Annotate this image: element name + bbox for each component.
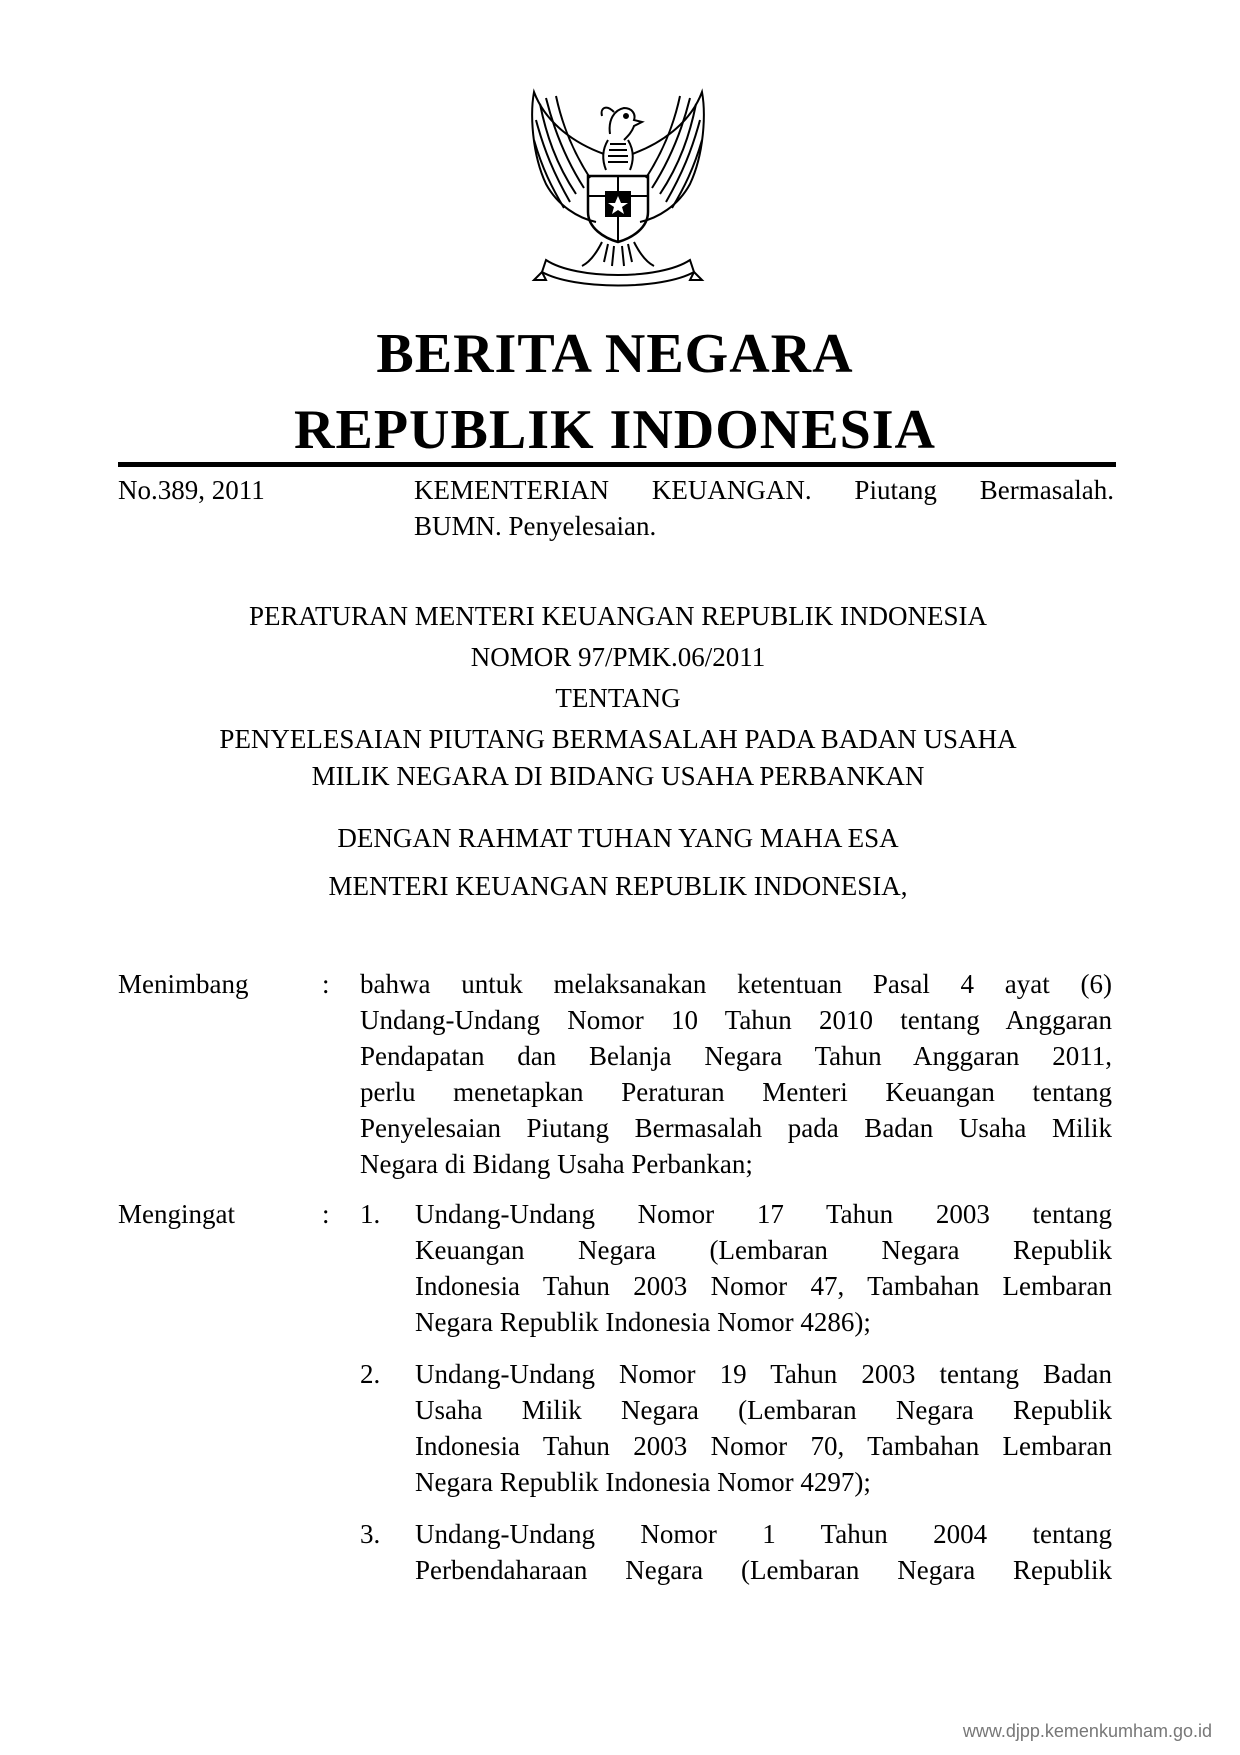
list-item-line: Indonesia Tahun 2003 Nomor 47, Tambahan Lembaran: [415, 1271, 1112, 1301]
list-item: [415, 1356, 1112, 1500]
footer-url: www.djpp.kemenkumham.go.id: [962, 1721, 1212, 1741]
list-item-line: Negara Republik Indonesia Nomor 4286);: [415, 1307, 871, 1337]
regulation-tentang: TENTANG: [555, 683, 681, 713]
subject-line: KEMENTERIAN KEUANGAN. Piutang Bermasalah.: [414, 475, 1114, 505]
list-item-number: 3.: [360, 1519, 381, 1549]
gazette-subject: [414, 472, 1114, 544]
menimbang-line: Negara di Bidang Usaha Perbankan;: [360, 1149, 753, 1179]
menimbang-line: Undang-Undang Nomor 10 Tahun 2010 tentang Anggaran: [360, 1005, 1112, 1035]
list-item-line: Keuangan Negara (Lembaran Negara Republik: [415, 1235, 1112, 1265]
mengingat-label: Mengingat: [118, 1199, 235, 1229]
menimbang-line: Pendapatan dan Belanja Negara Tahun Anggaran 2011,: [360, 1041, 1112, 1071]
list-item-line: Negara Republik Indonesia Nomor 4297);: [415, 1467, 871, 1497]
preamble-line: MENTERI KEUANGAN REPUBLIK INDONESIA,: [328, 871, 908, 901]
list-item-line: Perbendaharaan Negara (Lembaran Negara Republik: [415, 1555, 1112, 1585]
mengingat-colon: :: [322, 1199, 330, 1229]
regulation-number: NOMOR 97/PMK.06/2011: [470, 642, 766, 672]
regulation-subject-line: PENYELESAIAN PIUTANG BERMASALAH PADA BADAN USAHA: [219, 724, 1017, 754]
menimbang-line: perlu menetapkan Peraturan Menteri Keuangan tentang: [360, 1077, 1112, 1107]
list-item-line: Usaha Milik Negara (Lembaran Negara Republik: [415, 1395, 1112, 1425]
subject-line: BUMN. Penyelesaian.: [414, 511, 657, 541]
gazette-number: No.389, 2011: [118, 475, 265, 505]
preamble-line: DENGAN RAHMAT TUHAN YANG MAHA ESA: [337, 823, 899, 853]
menimbang-colon: :: [322, 969, 330, 999]
menimbang-text: [360, 966, 1112, 1182]
list-item-line: Undang-Undang Nomor 1 Tahun 2004 tentang: [415, 1519, 1112, 1549]
menimbang-line: Penyelesaian Piutang Bermasalah pada Badan Usaha Milik: [360, 1113, 1112, 1143]
list-item: [415, 1516, 1112, 1588]
list-item-number: 1.: [360, 1199, 381, 1229]
masthead-title: BERITA NEGARA: [376, 323, 854, 385]
list-item: [415, 1196, 1112, 1340]
list-item-line: Undang-Undang Nomor 19 Tahun 2003 tentang Badan: [415, 1359, 1112, 1389]
header-divider: [118, 462, 1116, 467]
regulation-subject-line: MILIK NEGARA DI BIDANG USAHA PERBANKAN: [311, 761, 925, 791]
menimbang-line: bahwa untuk melaksanakan ketentuan Pasal 4 ayat (6): [360, 969, 1112, 999]
list-item-line: Indonesia Tahun 2003 Nomor 70, Tambahan Lembaran: [415, 1431, 1112, 1461]
regulation-title-line: PERATURAN MENTERI KEUANGAN REPUBLIK INDONESIA: [249, 601, 987, 631]
garuda-pancasila-emblem-icon: [516, 84, 720, 298]
menimbang-label: Menimbang: [118, 969, 249, 999]
list-item-number: 2.: [360, 1359, 381, 1389]
list-item-line: Undang-Undang Nomor 17 Tahun 2003 tentang: [415, 1199, 1112, 1229]
masthead-subtitle: REPUBLIK INDONESIA: [294, 399, 936, 461]
